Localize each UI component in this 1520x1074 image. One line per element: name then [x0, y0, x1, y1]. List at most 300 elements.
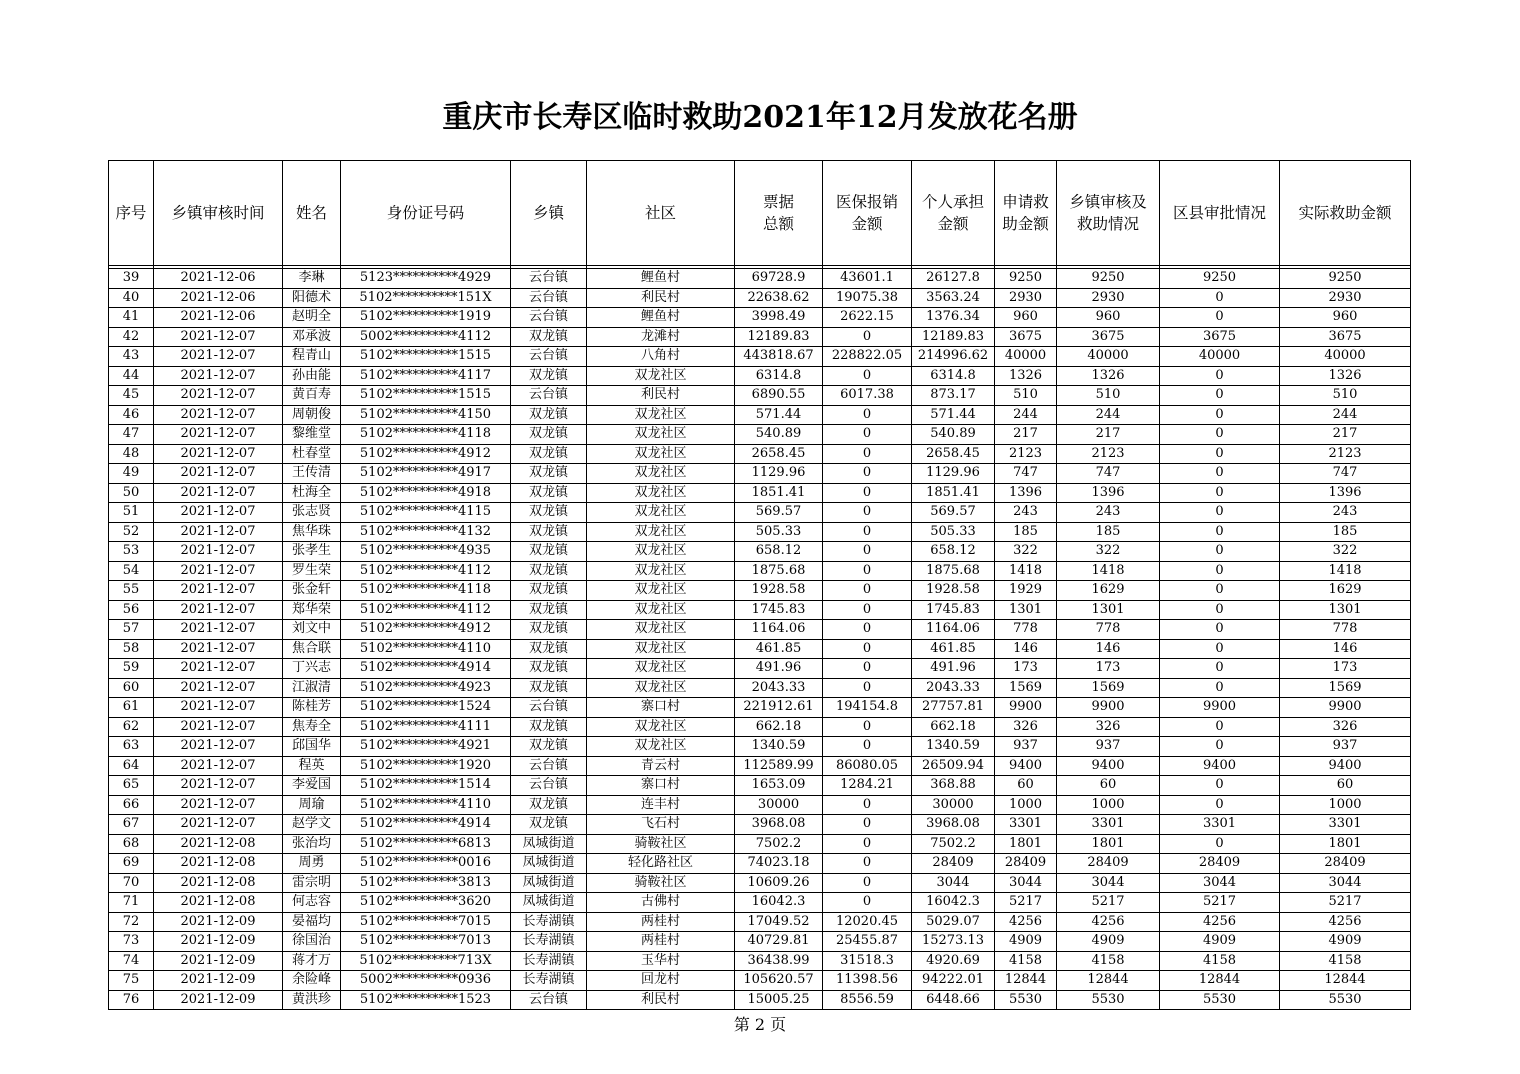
page-title: 重庆市长寿区临时救助2021年12月发放花名册 — [442, 100, 1078, 135]
cell-bill-total: 30000 — [735, 795, 823, 815]
cell-community: 骑鞍社区 — [587, 873, 735, 893]
cell-town-review: 1569 — [1057, 678, 1160, 698]
cell-review-date: 2021-12-08 — [154, 854, 283, 874]
cell-name: 程青山 — [283, 347, 341, 367]
cell-town: 长寿湖镇 — [511, 932, 587, 952]
cell-actual-amount: 326 — [1280, 717, 1411, 737]
cell-insurance-reimbursed: 0 — [823, 737, 912, 757]
cell-town: 长寿湖镇 — [511, 951, 587, 971]
cell-town-review: 326 — [1057, 717, 1160, 737]
cell-county-approval: 0 — [1160, 776, 1280, 796]
cell-name: 邓承波 — [283, 327, 341, 347]
cell-community: 玉华村 — [587, 951, 735, 971]
cell-community: 寨口村 — [587, 776, 735, 796]
cell-insurance-reimbursed: 228822.05 — [823, 347, 912, 367]
cell-actual-amount: 1396 — [1280, 483, 1411, 503]
cell-town: 凤城街道 — [511, 893, 587, 913]
cell-bill-total: 36438.99 — [735, 951, 823, 971]
cell-actual-amount: 4158 — [1280, 951, 1411, 971]
table-row — [109, 678, 1411, 698]
cell-name: 陈桂芳 — [283, 698, 341, 718]
cell-insurance-reimbursed: 0 — [823, 659, 912, 679]
cell-community: 青云村 — [587, 756, 735, 776]
cell-county-approval: 0 — [1160, 405, 1280, 425]
cell-id-number: 5102**********3620 — [341, 893, 511, 913]
cell-requested-amount: 1569 — [995, 678, 1057, 698]
cell-county-approval: 0 — [1160, 834, 1280, 854]
cell-name: 晏福均 — [283, 912, 341, 932]
cell-review-date: 2021-12-07 — [154, 737, 283, 757]
cell-actual-amount: 937 — [1280, 737, 1411, 757]
cell-county-approval: 0 — [1160, 542, 1280, 562]
cell-insurance-reimbursed: 0 — [823, 464, 912, 484]
cell-actual-amount: 510 — [1280, 386, 1411, 406]
cell-bill-total: 15005.25 — [735, 990, 823, 1010]
cell-personal-cost: 6314.8 — [912, 366, 995, 386]
cell-name: 焦合联 — [283, 639, 341, 659]
table-row — [109, 522, 1411, 542]
cell-review-date: 2021-12-07 — [154, 503, 283, 523]
table-header-row — [109, 161, 1411, 266]
cell-bill-total: 12189.83 — [735, 327, 823, 347]
cell-index: 39 — [109, 269, 154, 289]
cell-insurance-reimbursed: 0 — [823, 893, 912, 913]
cell-county-approval: 0 — [1160, 483, 1280, 503]
cell-community: 连丰村 — [587, 795, 735, 815]
cell-review-date: 2021-12-07 — [154, 542, 283, 562]
cell-index: 74 — [109, 951, 154, 971]
cell-personal-cost: 873.17 — [912, 386, 995, 406]
cell-bill-total: 662.18 — [735, 717, 823, 737]
relief-roster-table — [108, 160, 1411, 1010]
cell-id-number: 5102**********4132 — [341, 522, 511, 542]
cell-county-approval: 3301 — [1160, 815, 1280, 835]
cell-personal-cost: 27757.81 — [912, 698, 995, 718]
cell-index: 65 — [109, 776, 154, 796]
cell-name: 蒋才万 — [283, 951, 341, 971]
table-row — [109, 854, 1411, 874]
cell-town-review: 1396 — [1057, 483, 1160, 503]
cell-index: 40 — [109, 288, 154, 308]
cell-personal-cost: 571.44 — [912, 405, 995, 425]
cell-insurance-reimbursed: 0 — [823, 795, 912, 815]
cell-insurance-reimbursed: 0 — [823, 444, 912, 464]
cell-actual-amount: 1301 — [1280, 600, 1411, 620]
cell-review-date: 2021-12-07 — [154, 464, 283, 484]
cell-bill-total: 571.44 — [735, 405, 823, 425]
cell-town-review: 2123 — [1057, 444, 1160, 464]
cell-insurance-reimbursed: 0 — [823, 581, 912, 601]
cell-personal-cost: 26509.94 — [912, 756, 995, 776]
cell-id-number: 5102**********7013 — [341, 932, 511, 952]
cell-index: 64 — [109, 756, 154, 776]
cell-town-review: 1301 — [1057, 600, 1160, 620]
cell-insurance-reimbursed: 0 — [823, 834, 912, 854]
cell-community: 利民村 — [587, 288, 735, 308]
cell-actual-amount: 1326 — [1280, 366, 1411, 386]
cell-town: 双龙镇 — [511, 795, 587, 815]
cell-review-date: 2021-12-09 — [154, 951, 283, 971]
table-row — [109, 639, 1411, 659]
cell-name: 张志贤 — [283, 503, 341, 523]
cell-id-number: 5102**********4921 — [341, 737, 511, 757]
cell-name: 杜海全 — [283, 483, 341, 503]
cell-personal-cost: 5029.07 — [912, 912, 995, 932]
cell-index: 67 — [109, 815, 154, 835]
cell-insurance-reimbursed: 31518.3 — [823, 951, 912, 971]
cell-actual-amount: 244 — [1280, 405, 1411, 425]
cell-id-number: 5102**********1920 — [341, 756, 511, 776]
cell-index: 68 — [109, 834, 154, 854]
cell-personal-cost: 1340.59 — [912, 737, 995, 757]
cell-id-number: 5102**********0016 — [341, 854, 511, 874]
cell-review-date: 2021-12-08 — [154, 893, 283, 913]
cell-bill-total: 2658.45 — [735, 444, 823, 464]
cell-actual-amount: 9250 — [1280, 269, 1411, 289]
cell-bill-total: 7502.2 — [735, 834, 823, 854]
cell-name: 雷宗明 — [283, 873, 341, 893]
cell-actual-amount: 3675 — [1280, 327, 1411, 347]
cell-town-review: 9900 — [1057, 698, 1160, 718]
cell-actual-amount: 12844 — [1280, 971, 1411, 991]
cell-id-number: 5123**********4929 — [341, 269, 511, 289]
cell-insurance-reimbursed: 0 — [823, 678, 912, 698]
cell-town-review: 1629 — [1057, 581, 1160, 601]
cell-index: 60 — [109, 678, 154, 698]
cell-town-review: 3301 — [1057, 815, 1160, 835]
cell-bill-total: 1745.83 — [735, 600, 823, 620]
cell-index: 75 — [109, 971, 154, 991]
cell-insurance-reimbursed: 86080.05 — [823, 756, 912, 776]
cell-bill-total: 22638.62 — [735, 288, 823, 308]
cell-town: 云台镇 — [511, 347, 587, 367]
cell-insurance-reimbursed: 0 — [823, 366, 912, 386]
cell-name: 孙由能 — [283, 366, 341, 386]
header-col-review-date: 乡镇审核时间 — [154, 161, 283, 266]
cell-county-approval: 0 — [1160, 425, 1280, 445]
cell-community: 龙滩村 — [587, 327, 735, 347]
header-col-town: 乡镇 — [511, 161, 587, 266]
cell-name: 徐国治 — [283, 932, 341, 952]
cell-review-date: 2021-12-06 — [154, 308, 283, 328]
cell-requested-amount: 40000 — [995, 347, 1057, 367]
cell-community: 双龙社区 — [587, 717, 735, 737]
cell-id-number: 5102**********1515 — [341, 386, 511, 406]
cell-review-date: 2021-12-07 — [154, 327, 283, 347]
cell-county-approval: 0 — [1160, 581, 1280, 601]
table-row — [109, 581, 1411, 601]
cell-town-review: 217 — [1057, 425, 1160, 445]
cell-requested-amount: 1929 — [995, 581, 1057, 601]
cell-name: 张治均 — [283, 834, 341, 854]
cell-personal-cost: 368.88 — [912, 776, 995, 796]
cell-town-review: 1000 — [1057, 795, 1160, 815]
cell-personal-cost: 1875.68 — [912, 561, 995, 581]
cell-id-number: 5102**********4110 — [341, 639, 511, 659]
cell-actual-amount: 1629 — [1280, 581, 1411, 601]
cell-county-approval: 9400 — [1160, 756, 1280, 776]
cell-name: 黎维堂 — [283, 425, 341, 445]
cell-personal-cost: 7502.2 — [912, 834, 995, 854]
cell-community: 利民村 — [587, 990, 735, 1010]
cell-review-date: 2021-12-09 — [154, 932, 283, 952]
cell-county-approval: 0 — [1160, 795, 1280, 815]
header-col-insurance-reimbursed: 医保报销 金额 — [823, 161, 912, 266]
table-row — [109, 288, 1411, 308]
cell-personal-cost: 1745.83 — [912, 600, 995, 620]
cell-town: 双龙镇 — [511, 581, 587, 601]
cell-county-approval: 9900 — [1160, 698, 1280, 718]
cell-bill-total: 1851.41 — [735, 483, 823, 503]
header-col-county-approval: 区县审批情况 — [1160, 161, 1280, 266]
cell-personal-cost: 461.85 — [912, 639, 995, 659]
header-col-name: 姓名 — [283, 161, 341, 266]
cell-id-number: 5002**********4112 — [341, 327, 511, 347]
cell-name: 何志容 — [283, 893, 341, 913]
cell-community: 鲤鱼村 — [587, 308, 735, 328]
cell-name: 周朝俊 — [283, 405, 341, 425]
cell-index: 63 — [109, 737, 154, 757]
cell-town-review: 4256 — [1057, 912, 1160, 932]
cell-index: 50 — [109, 483, 154, 503]
cell-town: 双龙镇 — [511, 737, 587, 757]
cell-community: 双龙社区 — [587, 620, 735, 640]
cell-requested-amount: 1801 — [995, 834, 1057, 854]
cell-requested-amount: 146 — [995, 639, 1057, 659]
cell-county-approval: 0 — [1160, 444, 1280, 464]
table-row — [109, 756, 1411, 776]
cell-requested-amount: 244 — [995, 405, 1057, 425]
cell-insurance-reimbursed: 0 — [823, 620, 912, 640]
cell-index: 45 — [109, 386, 154, 406]
table-row — [109, 698, 1411, 718]
cell-id-number: 5102**********1515 — [341, 347, 511, 367]
cell-id-number: 5102**********4912 — [341, 444, 511, 464]
cell-review-date: 2021-12-07 — [154, 366, 283, 386]
cell-requested-amount: 747 — [995, 464, 1057, 484]
cell-insurance-reimbursed: 0 — [823, 425, 912, 445]
cell-name: 黄洪珍 — [283, 990, 341, 1010]
cell-county-approval: 0 — [1160, 620, 1280, 640]
cell-county-approval: 12844 — [1160, 971, 1280, 991]
cell-name: 刘文中 — [283, 620, 341, 640]
cell-id-number: 5102**********4118 — [341, 581, 511, 601]
cell-index: 70 — [109, 873, 154, 893]
cell-bill-total: 1928.58 — [735, 581, 823, 601]
cell-community: 双龙社区 — [587, 425, 735, 445]
cell-town: 云台镇 — [511, 990, 587, 1010]
cell-insurance-reimbursed: 0 — [823, 327, 912, 347]
cell-requested-amount: 937 — [995, 737, 1057, 757]
table-row — [109, 932, 1411, 952]
table-row — [109, 737, 1411, 757]
cell-town-review: 9250 — [1057, 269, 1160, 289]
cell-county-approval: 0 — [1160, 386, 1280, 406]
cell-requested-amount: 4158 — [995, 951, 1057, 971]
cell-town: 凤城街道 — [511, 873, 587, 893]
cell-requested-amount: 322 — [995, 542, 1057, 562]
cell-town: 凤城街道 — [511, 834, 587, 854]
cell-town: 双龙镇 — [511, 444, 587, 464]
cell-town-review: 3675 — [1057, 327, 1160, 347]
cell-town: 云台镇 — [511, 756, 587, 776]
cell-name: 赵明全 — [283, 308, 341, 328]
cell-personal-cost: 3044 — [912, 873, 995, 893]
cell-bill-total: 491.96 — [735, 659, 823, 679]
table-row — [109, 951, 1411, 971]
cell-requested-amount: 28409 — [995, 854, 1057, 874]
table-row — [109, 269, 1411, 289]
table-row — [109, 990, 1411, 1010]
cell-town: 双龙镇 — [511, 717, 587, 737]
cell-bill-total: 17049.52 — [735, 912, 823, 932]
cell-bill-total: 443818.67 — [735, 347, 823, 367]
cell-name: 张孝生 — [283, 542, 341, 562]
cell-county-approval: 0 — [1160, 639, 1280, 659]
cell-personal-cost: 2043.33 — [912, 678, 995, 698]
cell-id-number: 5102**********4112 — [341, 561, 511, 581]
table-row — [109, 815, 1411, 835]
cell-town: 双龙镇 — [511, 678, 587, 698]
cell-review-date: 2021-12-07 — [154, 795, 283, 815]
header-col-id-number: 身份证号码 — [341, 161, 511, 266]
cell-requested-amount: 185 — [995, 522, 1057, 542]
cell-insurance-reimbursed: 0 — [823, 639, 912, 659]
header-col-bill-total: 票据 总额 — [735, 161, 823, 266]
cell-personal-cost: 505.33 — [912, 522, 995, 542]
cell-index: 51 — [109, 503, 154, 523]
cell-personal-cost: 15273.13 — [912, 932, 995, 952]
cell-actual-amount: 60 — [1280, 776, 1411, 796]
cell-county-approval: 0 — [1160, 522, 1280, 542]
cell-community: 双龙社区 — [587, 366, 735, 386]
cell-town: 双龙镇 — [511, 522, 587, 542]
cell-review-date: 2021-12-09 — [154, 990, 283, 1010]
cell-community: 双龙社区 — [587, 464, 735, 484]
table-row — [109, 620, 1411, 640]
cell-review-date: 2021-12-07 — [154, 698, 283, 718]
cell-review-date: 2021-12-07 — [154, 347, 283, 367]
cell-review-date: 2021-12-07 — [154, 522, 283, 542]
cell-requested-amount: 5530 — [995, 990, 1057, 1010]
table-row — [109, 542, 1411, 562]
cell-requested-amount: 4909 — [995, 932, 1057, 952]
cell-town: 云台镇 — [511, 288, 587, 308]
cell-county-approval: 4158 — [1160, 951, 1280, 971]
cell-bill-total: 6314.8 — [735, 366, 823, 386]
cell-name: 周勇 — [283, 854, 341, 874]
cell-personal-cost: 6448.66 — [912, 990, 995, 1010]
cell-id-number: 5102**********4935 — [341, 542, 511, 562]
cell-insurance-reimbursed: 0 — [823, 483, 912, 503]
cell-bill-total: 3998.49 — [735, 308, 823, 328]
cell-name: 程英 — [283, 756, 341, 776]
cell-name: 郑华荣 — [283, 600, 341, 620]
cell-requested-amount: 960 — [995, 308, 1057, 328]
cell-actual-amount: 243 — [1280, 503, 1411, 523]
cell-actual-amount: 1418 — [1280, 561, 1411, 581]
cell-insurance-reimbursed: 0 — [823, 542, 912, 562]
cell-county-approval: 0 — [1160, 464, 1280, 484]
cell-bill-total: 40729.81 — [735, 932, 823, 952]
cell-town: 云台镇 — [511, 269, 587, 289]
cell-actual-amount: 217 — [1280, 425, 1411, 445]
cell-personal-cost: 1164.06 — [912, 620, 995, 640]
cell-bill-total: 1340.59 — [735, 737, 823, 757]
cell-actual-amount: 778 — [1280, 620, 1411, 640]
cell-insurance-reimbursed: 25455.87 — [823, 932, 912, 952]
cell-id-number: 5102**********4917 — [341, 464, 511, 484]
cell-bill-total: 69728.9 — [735, 269, 823, 289]
cell-county-approval: 0 — [1160, 366, 1280, 386]
cell-county-approval: 5217 — [1160, 893, 1280, 913]
cell-personal-cost: 214996.62 — [912, 347, 995, 367]
cell-county-approval: 5530 — [1160, 990, 1280, 1010]
cell-town-review: 4909 — [1057, 932, 1160, 952]
cell-requested-amount: 5217 — [995, 893, 1057, 913]
cell-personal-cost: 662.18 — [912, 717, 995, 737]
cell-index: 41 — [109, 308, 154, 328]
cell-id-number: 5102**********4118 — [341, 425, 511, 445]
cell-town: 凤城街道 — [511, 854, 587, 874]
cell-bill-total: 112589.99 — [735, 756, 823, 776]
cell-review-date: 2021-12-07 — [154, 815, 283, 835]
cell-id-number: 5102**********713X — [341, 951, 511, 971]
cell-community: 双龙社区 — [587, 522, 735, 542]
cell-town-review: 9400 — [1057, 756, 1160, 776]
cell-id-number: 5102**********4111 — [341, 717, 511, 737]
cell-actual-amount: 747 — [1280, 464, 1411, 484]
cell-review-date: 2021-12-09 — [154, 971, 283, 991]
cell-id-number: 5102**********4914 — [341, 659, 511, 679]
cell-name: 江淑清 — [283, 678, 341, 698]
cell-actual-amount: 185 — [1280, 522, 1411, 542]
cell-bill-total: 461.85 — [735, 639, 823, 659]
cell-town-review: 2930 — [1057, 288, 1160, 308]
cell-county-approval: 0 — [1160, 659, 1280, 679]
cell-requested-amount: 1326 — [995, 366, 1057, 386]
cell-insurance-reimbursed: 0 — [823, 854, 912, 874]
table-row — [109, 425, 1411, 445]
cell-name: 焦华珠 — [283, 522, 341, 542]
cell-community: 双龙社区 — [587, 405, 735, 425]
cell-index: 62 — [109, 717, 154, 737]
table-row — [109, 659, 1411, 679]
cell-town-review: 244 — [1057, 405, 1160, 425]
cell-index: 44 — [109, 366, 154, 386]
cell-town: 双龙镇 — [511, 600, 587, 620]
cell-community: 两桂村 — [587, 932, 735, 952]
cell-id-number: 5102**********3813 — [341, 873, 511, 893]
cell-county-approval: 0 — [1160, 308, 1280, 328]
cell-insurance-reimbursed: 194154.8 — [823, 698, 912, 718]
cell-review-date: 2021-12-07 — [154, 678, 283, 698]
cell-requested-amount: 326 — [995, 717, 1057, 737]
cell-name: 阳德术 — [283, 288, 341, 308]
cell-index: 73 — [109, 932, 154, 952]
cell-community: 双龙社区 — [587, 600, 735, 620]
cell-county-approval: 0 — [1160, 561, 1280, 581]
cell-bill-total: 1875.68 — [735, 561, 823, 581]
table-row — [109, 308, 1411, 328]
cell-town: 双龙镇 — [511, 366, 587, 386]
cell-bill-total: 6890.55 — [735, 386, 823, 406]
cell-id-number: 5102**********4110 — [341, 795, 511, 815]
table-row — [109, 561, 1411, 581]
cell-town: 双龙镇 — [511, 639, 587, 659]
cell-personal-cost: 491.96 — [912, 659, 995, 679]
cell-bill-total: 1129.96 — [735, 464, 823, 484]
